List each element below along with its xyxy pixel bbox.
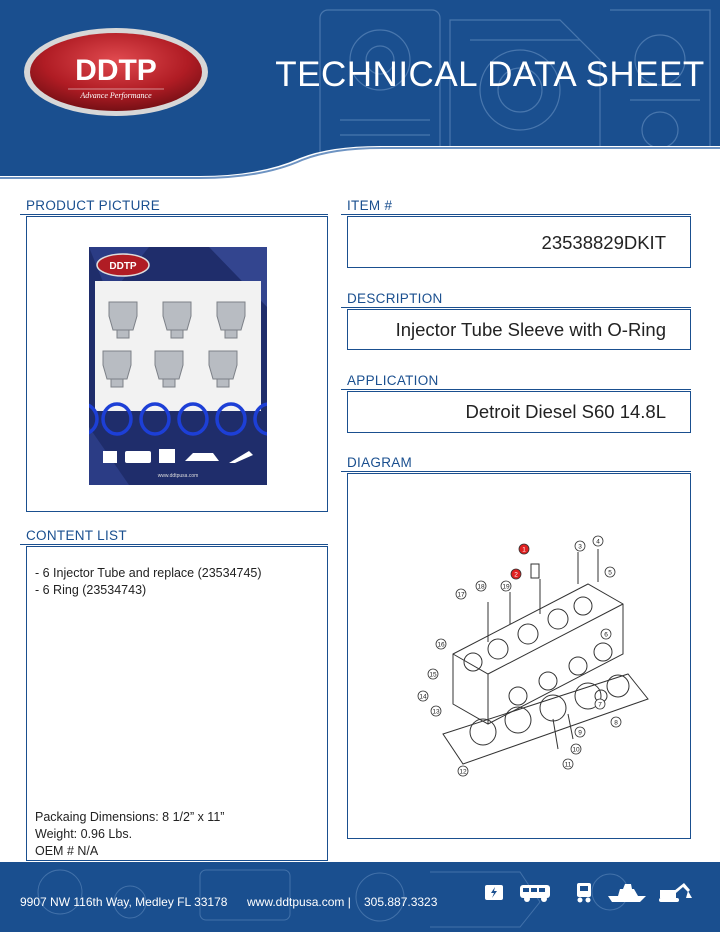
diagram-box	[347, 473, 691, 839]
diagram-callout-12	[458, 766, 468, 776]
svg-text:1: 1	[522, 546, 526, 554]
yacht-icon	[606, 880, 648, 904]
svg-text:14: 14	[419, 693, 427, 701]
svg-text:DDTP: DDTP	[75, 54, 157, 87]
description-underline	[341, 307, 691, 308]
diagram-callout-16	[436, 639, 446, 649]
svg-text:13: 13	[432, 708, 440, 716]
diagram-callout-14	[418, 691, 428, 701]
cylinder-head-diagram	[348, 474, 690, 838]
svg-text:www.ddtpusa.com: www.ddtpusa.com	[157, 473, 199, 479]
svg-text:18: 18	[477, 583, 485, 591]
svg-text:3: 3	[578, 543, 582, 551]
svg-text:8: 8	[614, 719, 618, 727]
footer-phone: 305.887.3323	[364, 895, 438, 909]
bus-icon	[518, 880, 552, 904]
application-box	[347, 391, 691, 433]
excavator-icon	[656, 880, 694, 904]
diagram-callout-10	[571, 744, 581, 754]
diagram-callout-19	[501, 581, 511, 591]
svg-text:19: 19	[502, 583, 510, 591]
svg-text:11: 11	[564, 761, 572, 769]
diagram-callout-4	[593, 536, 603, 546]
content-list-underline	[20, 544, 328, 545]
svg-text:9: 9	[578, 729, 582, 737]
product-picture-label: PRODUCT PICTURE	[26, 198, 161, 213]
weight: Weight: 0.96 Lbs.	[35, 827, 133, 841]
application-label: APPLICATION	[347, 373, 439, 388]
svg-text:2: 2	[514, 571, 518, 579]
application-value: Detroit Diesel S60 14.8L	[465, 401, 666, 422]
svg-text:5: 5	[608, 569, 612, 577]
svg-text:DDTP: DDTP	[109, 261, 137, 272]
item-underline	[341, 214, 691, 215]
content-item-1: - 6 Injector Tube and replace (23534745)	[35, 566, 262, 580]
diagram-callout-1	[519, 544, 529, 554]
svg-text:4: 4	[596, 538, 600, 546]
content-list-label: CONTENT LIST	[26, 528, 127, 543]
svg-text:10: 10	[572, 746, 580, 754]
product-package-image	[89, 247, 267, 485]
diagram-callout-15	[428, 669, 438, 679]
footer-address: 9907 NW 116th Way, Medley FL 33178	[20, 895, 228, 909]
ddtp-logo	[22, 26, 210, 118]
diagram-callout-18	[476, 581, 486, 591]
diagram-underline	[341, 471, 691, 472]
application-underline	[341, 389, 691, 390]
item-box	[347, 216, 691, 268]
diagram-callout-11	[563, 759, 573, 769]
description-label: DESCRIPTION	[347, 291, 443, 306]
svg-text:12: 12	[459, 768, 467, 776]
diagram-callout-7	[595, 699, 605, 709]
diagram-callout-13	[431, 706, 441, 716]
diagram-callout-17	[456, 589, 466, 599]
product-picture-underline	[20, 214, 328, 215]
diagram-callout-3	[575, 541, 585, 551]
svg-text:15: 15	[429, 671, 437, 679]
diagram-callout-2	[511, 569, 521, 579]
header-wave	[0, 138, 720, 190]
content-item-2: - 6 Ring (23534743)	[35, 583, 147, 597]
item-label: ITEM #	[347, 198, 393, 213]
svg-text:7: 7	[598, 701, 602, 709]
diagram-callout-9	[575, 727, 585, 737]
diagram-callout-6	[601, 629, 611, 639]
svg-text:Advance Performance: Advance Performance	[80, 91, 152, 100]
diagram-label: DIAGRAM	[347, 455, 413, 470]
truck-icon	[572, 880, 596, 904]
item-number: 23538829DKIT	[541, 232, 666, 253]
svg-text:16: 16	[437, 641, 445, 649]
footer	[0, 862, 720, 932]
footer-website[interactable]: www.ddtpusa.com |	[247, 895, 351, 909]
packaging-dimensions: Packaing Dimensions: 8 1/2” x 11”	[35, 810, 225, 824]
svg-text:17: 17	[457, 591, 465, 599]
description-value: Injector Tube Sleeve with O-Ring	[395, 319, 666, 340]
diagram-callout-8	[611, 717, 621, 727]
page-title: TECHNICAL DATA SHEET	[275, 55, 705, 94]
description-box	[347, 309, 691, 350]
product-picture-box	[26, 216, 328, 512]
diagram-callout-5	[605, 567, 615, 577]
oem-number: OEM # N/A	[35, 844, 99, 858]
generator-icon	[482, 880, 506, 904]
svg-text:6: 6	[604, 631, 608, 639]
content-list-box	[26, 546, 328, 861]
